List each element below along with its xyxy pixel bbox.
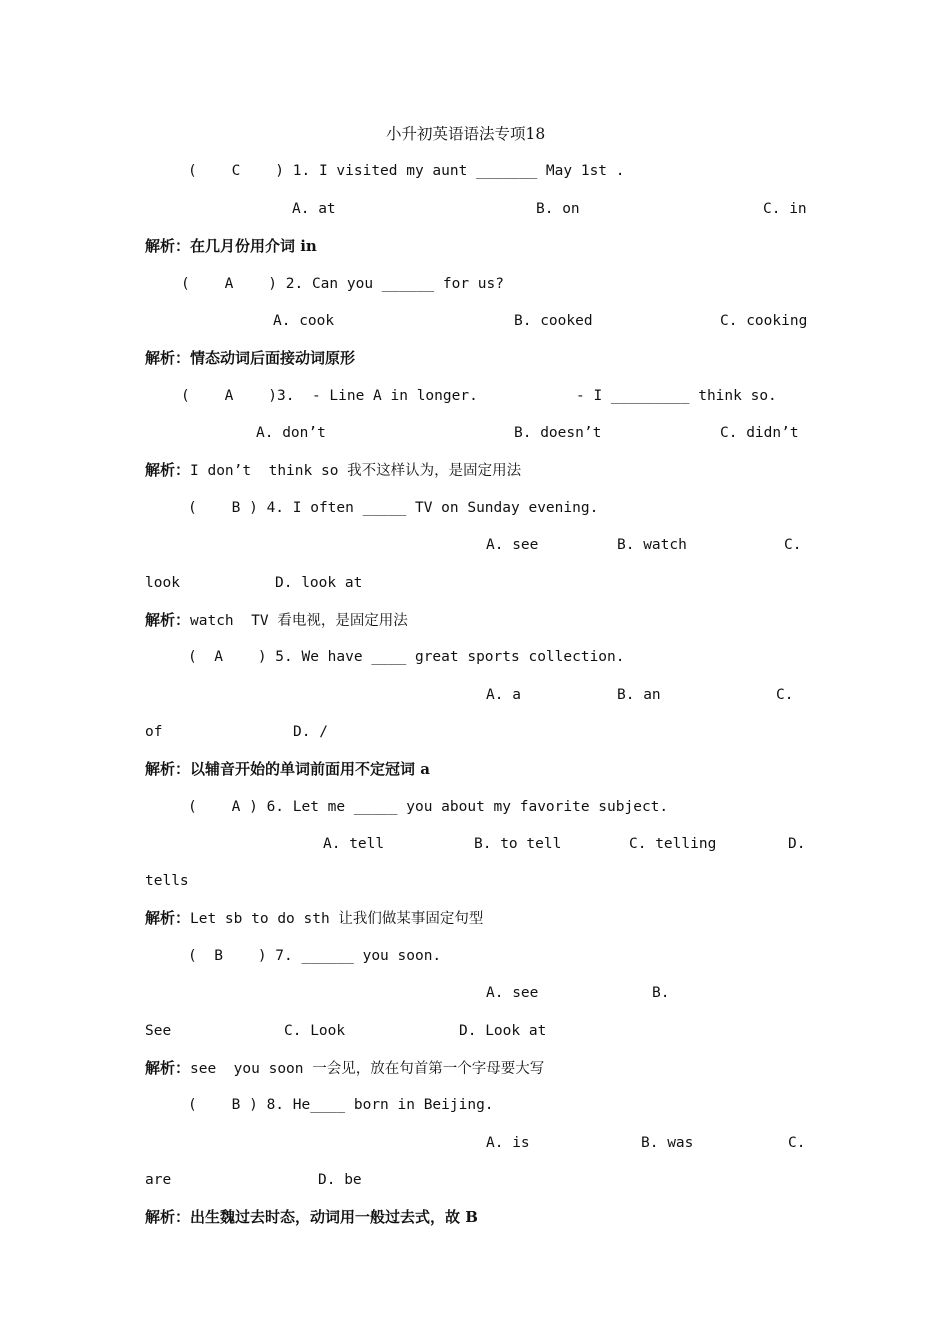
analysis: 解析：see you soon 一会见，放在句首第一个字母要大写 bbox=[145, 1059, 545, 1077]
analysis: 解析：情态动词后面接动词原形 bbox=[145, 349, 356, 367]
option: tells bbox=[145, 873, 189, 889]
option: D. / bbox=[293, 724, 328, 740]
option: A. see bbox=[486, 537, 539, 553]
question-stem: ( B ) 7. ______ you soon. bbox=[188, 948, 442, 964]
option: C. didn’t bbox=[720, 425, 799, 441]
option: B. was bbox=[641, 1135, 694, 1151]
option: A. a bbox=[486, 687, 521, 703]
option: A. is bbox=[486, 1135, 530, 1151]
option: are bbox=[145, 1172, 172, 1188]
analysis: 解析：出生魏过去时态，动词用一般过去式，故 B bbox=[145, 1208, 478, 1226]
question-stem: ( B ) 4. I often _____ TV on Sunday evening. bbox=[188, 500, 599, 516]
option: C. Look bbox=[284, 1023, 346, 1039]
option: D. look at bbox=[275, 575, 363, 591]
option: B. bbox=[652, 985, 670, 1001]
question-stem: ( A ) 6. Let me _____ you about my favorite subject. bbox=[188, 799, 669, 815]
option: A. at bbox=[292, 201, 336, 217]
option: of bbox=[145, 724, 163, 740]
option: B. on bbox=[536, 201, 580, 217]
option: A. tell bbox=[323, 836, 385, 852]
option: C. telling bbox=[629, 836, 717, 852]
option: C. bbox=[788, 1135, 806, 1151]
question-stem: ( A )3. - Line A in longer. bbox=[181, 388, 478, 404]
option: See bbox=[145, 1023, 172, 1039]
option: B. cooked bbox=[514, 313, 593, 329]
analysis: 解析：watch TV 看电视，是固定用法 bbox=[145, 611, 408, 629]
question-stem-reply: - I _________ think so. bbox=[576, 388, 777, 404]
option: C. in bbox=[763, 201, 807, 217]
analysis: 解析：在几月份用介词 in bbox=[145, 237, 317, 255]
option: look bbox=[145, 575, 180, 591]
analysis: 解析：Let sb to do sth 让我们做某事固定句型 bbox=[145, 909, 484, 927]
option: A. cook bbox=[273, 313, 335, 329]
option: C. cooking bbox=[720, 313, 808, 329]
option: B. to tell bbox=[474, 836, 562, 852]
question-stem: ( B ) 8. He____ born in Beijing. bbox=[188, 1097, 494, 1113]
page-title: 小升初英语语法专项18 bbox=[386, 125, 546, 143]
option: D. bbox=[788, 836, 806, 852]
option: C. bbox=[776, 687, 794, 703]
option: A. don’t bbox=[256, 425, 326, 441]
question-stem: ( A ) 2. Can you ______ for us? bbox=[181, 276, 505, 292]
option: B. doesn’t bbox=[514, 425, 602, 441]
option: B. an bbox=[617, 687, 661, 703]
option: C. bbox=[784, 537, 802, 553]
analysis: 解析：以辅音开始的单词前面用不定冠词 a bbox=[145, 760, 430, 778]
option: A. see bbox=[486, 985, 539, 1001]
analysis: 解析：I don’t think so 我不这样认为，是固定用法 bbox=[145, 461, 522, 479]
question-stem: ( A ) 5. We have ____ great sports collection. bbox=[188, 649, 625, 665]
option: B. watch bbox=[617, 537, 687, 553]
option: D. be bbox=[318, 1172, 362, 1188]
question-stem: ( C ) 1. I visited my aunt _______ May 1st . bbox=[188, 163, 625, 179]
option: D. Look at bbox=[459, 1023, 547, 1039]
